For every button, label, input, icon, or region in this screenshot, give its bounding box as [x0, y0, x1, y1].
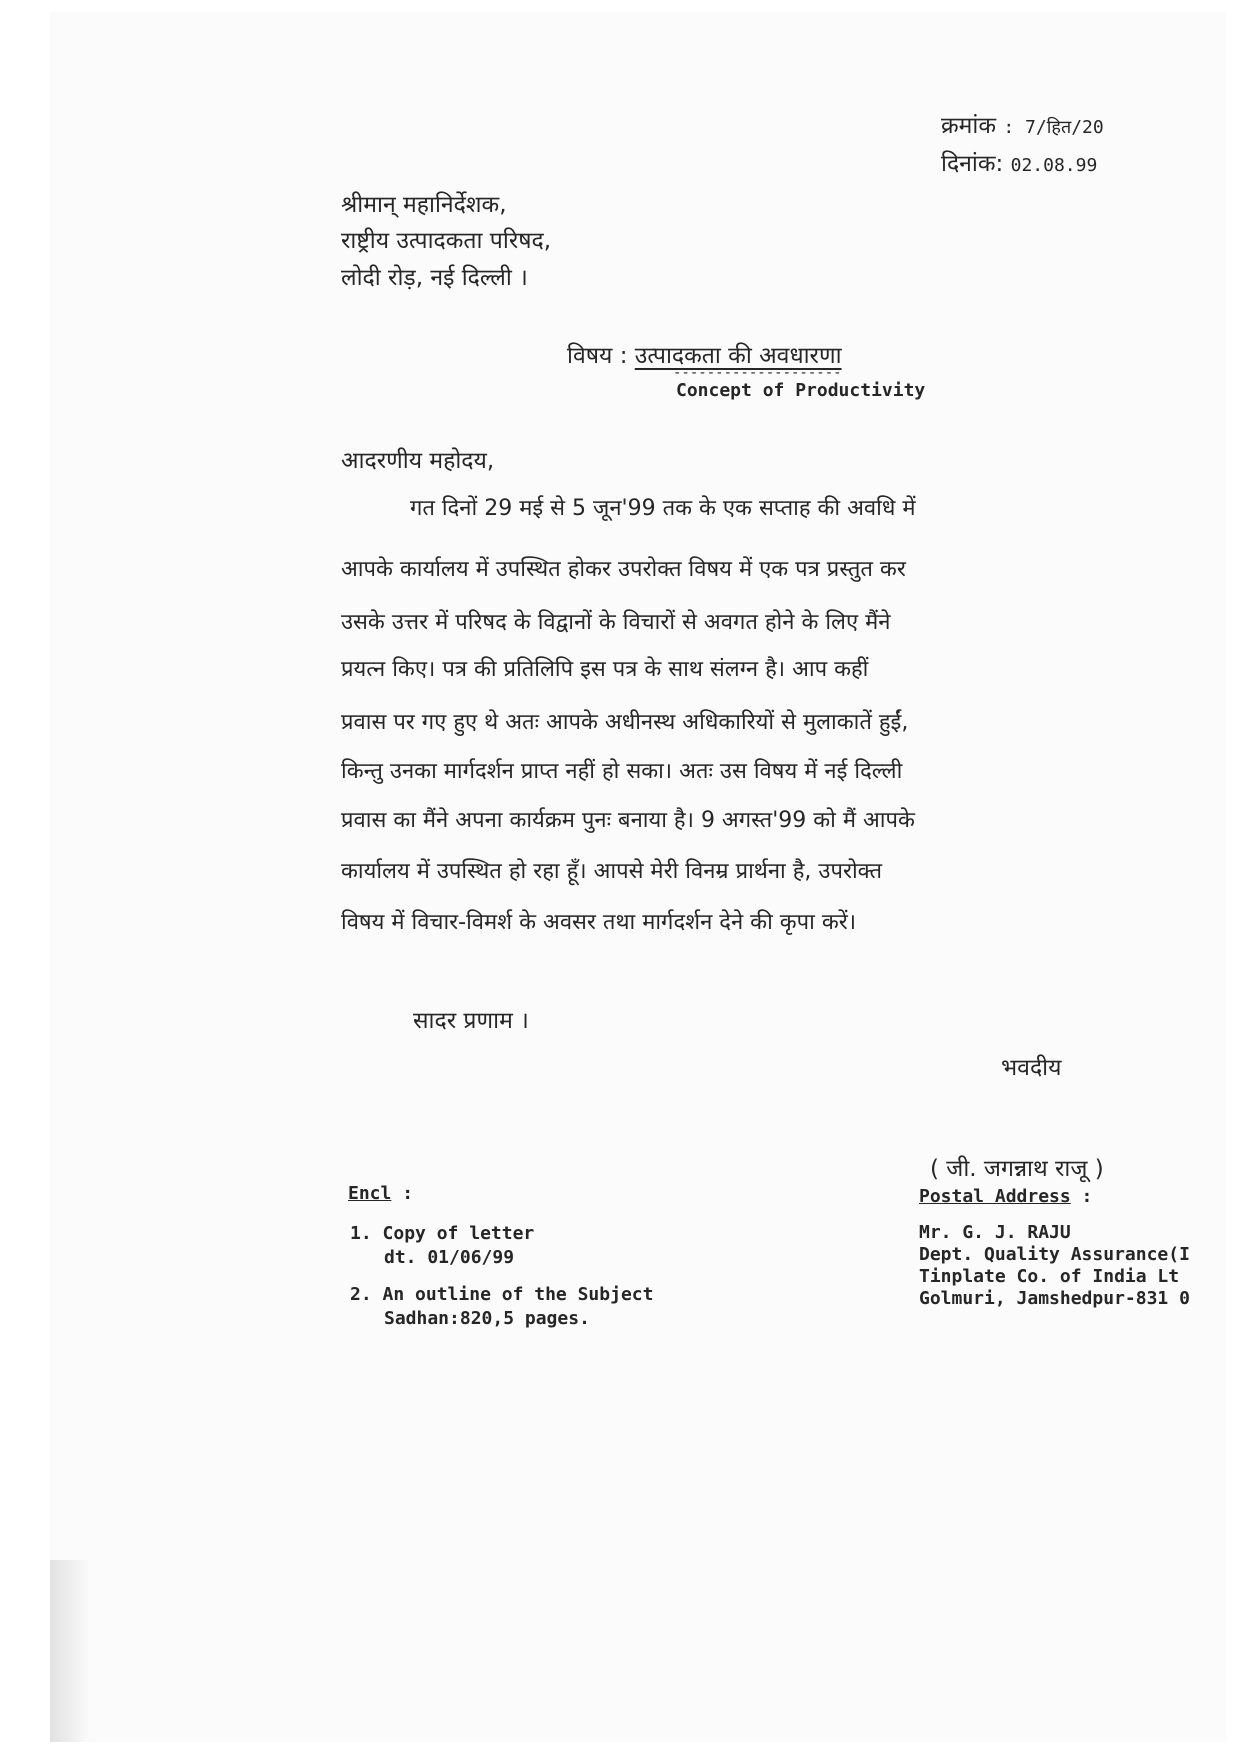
- postal-address-heading: Postal Address :: [919, 1186, 1093, 1207]
- reference-number: क्रमांक : 7/हित/20: [941, 113, 1104, 139]
- reference-label: क्रमांक: [941, 113, 997, 139]
- body-line: आपके कार्यालय में उपस्थित होकर उपरोक्त विषय में एक पत्र प्रस्तुत कर: [341, 557, 906, 582]
- enclosures-label: Encl: [348, 1183, 392, 1204]
- valediction: भवदीय: [1001, 1055, 1062, 1081]
- enclosure-line: dt. 01/06/99: [384, 1247, 515, 1268]
- enclosure-line: An outline of the Subject: [382, 1284, 654, 1305]
- signature-name: ( जी. जगन्नाथ राजू ): [930, 1156, 1104, 1182]
- body-line: प्रयत्न किए। पत्र की प्रतिलिपि इस पत्र के साथ संलग्न है। आप कहीं: [341, 657, 869, 682]
- address-line: श्रीमान् महानिर्देशक,: [341, 192, 507, 218]
- subject-underline-dashes: --------------------: [673, 365, 842, 381]
- enclosure-line: Sadhan:820,5 pages.: [384, 1308, 590, 1329]
- postal-address-line: Golmuri, Jamshedpur-831 0: [919, 1288, 1190, 1309]
- postal-address: [919, 1222, 1190, 1310]
- page-edge-shadow: [50, 1560, 90, 1742]
- letter-date: [941, 146, 1097, 178]
- enclosures-heading: Encl :: [348, 1183, 414, 1204]
- address-line: राष्ट्रीय उत्पादकता परिषद,: [341, 228, 552, 254]
- date-label: दिनांक:: [941, 151, 1004, 177]
- body-line: कार्यालय में उपस्थित हो रहा हूँ। आपसे मेरी विनम्र प्रार्थना है, उपरोक्त: [341, 859, 882, 884]
- postal-address-label: Postal Address: [919, 1186, 1071, 1207]
- body-line: प्रवास का मैंने अपना कार्यक्रम पुनः बनाया है। 9 अगस्त'99 को मैं आपके: [341, 808, 915, 833]
- enclosure-line: Copy of letter: [382, 1223, 535, 1244]
- enclosure-item: [350, 1283, 653, 1331]
- postal-address-line: Mr. G. J. RAJU: [919, 1222, 1071, 1243]
- enclosure-item: [350, 1222, 534, 1270]
- body-line: विषय में विचार-विमर्श के अवसर तथा मार्गदर्शन देने की कृपा करें।: [341, 910, 857, 935]
- postal-address-line: Tinplate Co. of India Lt: [919, 1266, 1180, 1287]
- enclosure-number: 2.: [350, 1284, 372, 1305]
- address-line: लोदी रोड़, नई दिल्ली ।: [341, 265, 528, 291]
- date-value: 02.08.99: [1010, 155, 1098, 176]
- postal-address-line: Dept. Quality Assurance(I: [919, 1244, 1190, 1265]
- closing-greeting: सादर प्रणाम ।: [413, 1008, 529, 1034]
- body-line: प्रवास पर गए हुए थे अतः आपके अधीनस्थ अधिकारियों से मुलाकातें हुईं,: [341, 710, 909, 735]
- enclosure-number: 1.: [350, 1223, 372, 1244]
- body-line: गत दिनों 29 मई से 5 जून'99 तक के एक सप्ताह की अवधि में: [410, 496, 916, 521]
- body-line: किन्तु उनका मार्गदर्शन प्राप्त नहीं हो सका। अतः उस विषय में नई दिल्ली: [341, 759, 903, 784]
- salutation: आदरणीय महोदय,: [341, 448, 495, 474]
- reference-value: 7/हित/20: [1025, 117, 1104, 138]
- subject-label: विषय :: [567, 343, 628, 369]
- subject-english: Concept of Productivity: [676, 380, 926, 401]
- subject-hindi: उत्पादकता की अवधारणा: [634, 343, 842, 369]
- body-line: उसके उत्तर में परिषद के विद्वानों के विचारों से अवगत होने के लिए मैंने: [341, 610, 891, 635]
